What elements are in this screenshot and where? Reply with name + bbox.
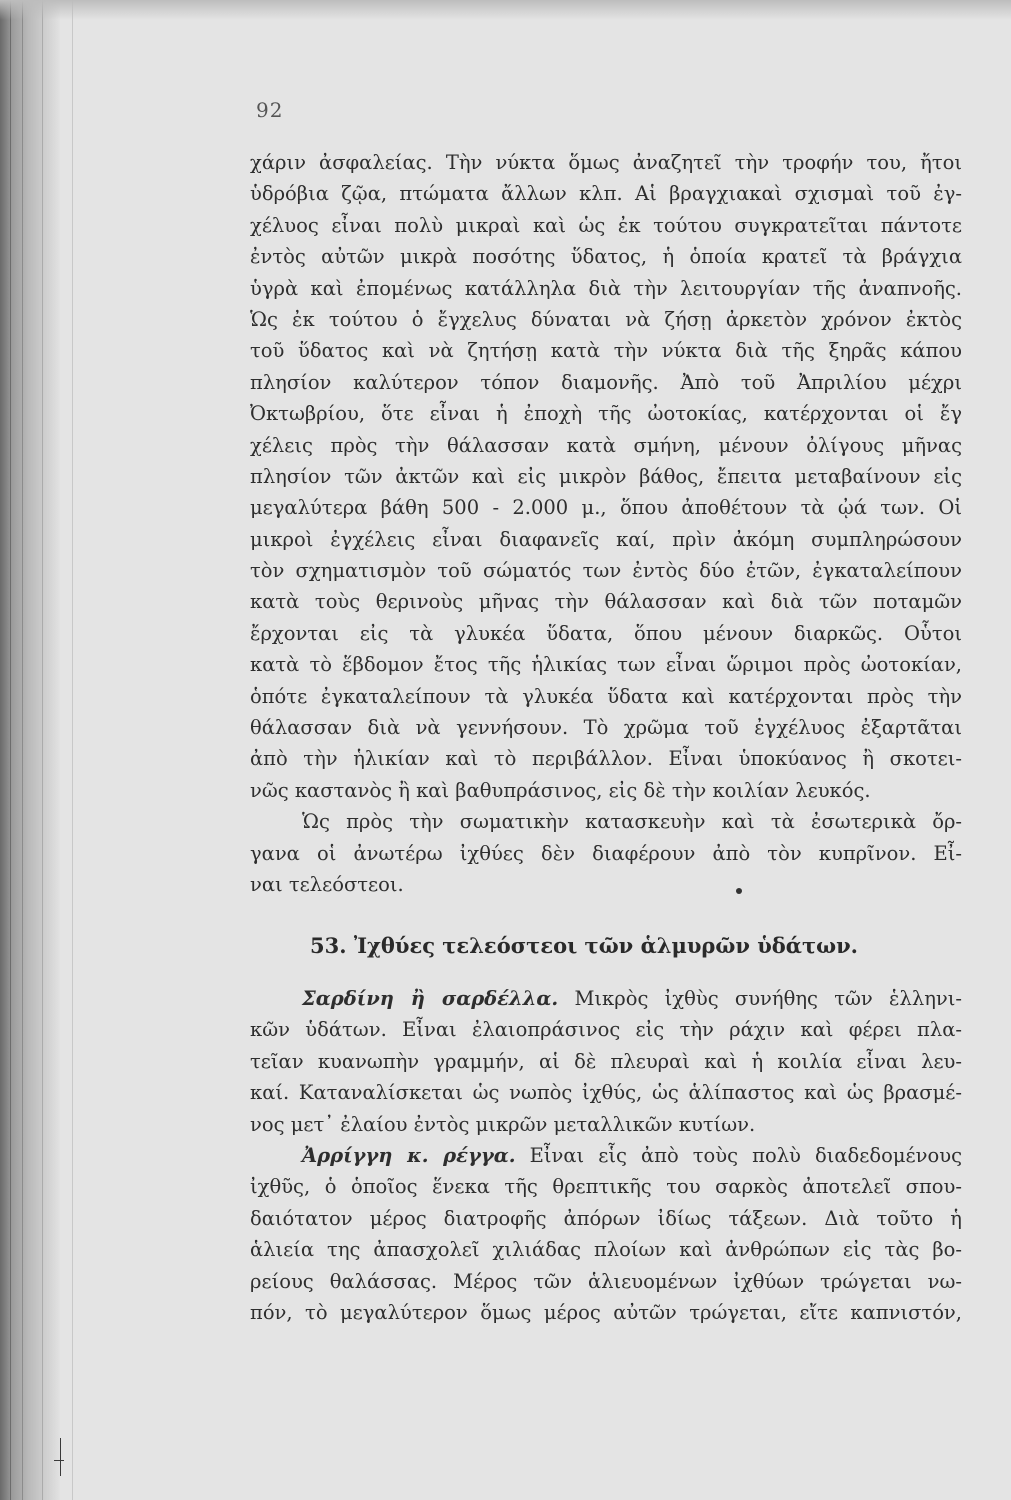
- entry-text: Μικρὸς ἰχθὺς συνήθης τῶν ἑλληνι-: [558, 987, 962, 1010]
- paragraph-eel-continued: [250, 147, 962, 806]
- entry-title: Σαρδίνη ἢ σαρδέλλα.: [302, 987, 559, 1010]
- text-line: Ὡς πρὸς τὴν σωματικὴν κατασκευὴν καὶ τὰ ἐσωτερικὰ ὄρ-: [302, 810, 962, 834]
- text-line: δαιότατον μέρος διατροφῆς ἀπόρων ἰδίως τάξεων. Διὰ τοῦτο ἡ: [250, 1206, 962, 1230]
- text-line: ναι τελεόστεοι.: [250, 872, 404, 896]
- text-line: ὑγρὰ καὶ ἐπομένως κατάλληλα διὰ τὴν λειτουργίαν τῆς ἀναπνοῆς.: [250, 276, 962, 300]
- page-gutter-shadow: [0, 0, 60, 1500]
- text-line: μεγαλύτερα βάθη 500 - 2.000 μ., ὅπου ἀποθέτουν τὰ ᾠά των. Οἱ: [250, 496, 962, 520]
- gutter-line: [72, 0, 73, 1500]
- entry-title: Ἀρρίγγη κ. ρέγγα.: [302, 1143, 516, 1167]
- text-line: ἐντὸς αὐτῶν μικρὰ ποσότης ὕδατος, ἡ ὁποία κρατεῖ τὰ βράγχια: [250, 245, 962, 269]
- text-line: ἔρχονται εἰς τὰ γλυκέα ὕδατα, ὅπου μένουν διαρκῶς. Οὗτοι: [250, 621, 962, 645]
- text-line: πλησίον καλύτερον τόπον διαμονῆς. Ἀπὸ τοῦ Ἀπριλίου μέχρι: [250, 370, 962, 394]
- gutter-line: [42, 0, 43, 1500]
- text-line: τοῦ ὕδατος καὶ νὰ ζητήσῃ κατὰ τὴν νύκτα διὰ τῆς ξηρᾶς κάπου: [250, 339, 962, 363]
- text-line: τεῖαν κυανωπὴν γραμμήν, αἱ δὲ πλευραὶ καὶ ἡ κοιλία εἶναι λευ-: [250, 1049, 962, 1073]
- text-line: νος μετ᾽ ἐλαίου ἐντὸς μικρῶν μεταλλικῶν κυτίων.: [250, 1112, 756, 1136]
- text-line: τὸν σχηματισμὸν τοῦ σώματός των ἐντὸς δύο ἐτῶν, ἐγκαταλείπουν: [250, 559, 962, 583]
- text-line: ἁλιεία της ἀπασχολεῖ χιλιάδας πλοίων καὶ ἀνθρώπων εἰς τὰς βο-: [250, 1238, 962, 1262]
- text-line: κατὰ τὸ ἕβδομον ἔτος τῆς ἡλικίας των εἶναι ὥριμοι πρὸς ὠοτοκίαν,: [250, 653, 962, 677]
- text-line: κῶν ὑδάτων. Εἶναι ἐλαιοπράσινος εἰς τὴν ράχιν καὶ φέρει πλα-: [250, 1018, 962, 1042]
- body-text-lower: [250, 983, 962, 1328]
- text-line: πλησίον τῶν ἀκτῶν καὶ εἰς μικρὸν βάθος, ἔπειτα μεταβαίνουν εἰς: [250, 464, 962, 488]
- text-line: θάλασσαν διὰ νὰ γεννήσουν. Τὸ χρῶμα τοῦ ἐγχέλυος ἐξαρτᾶται: [250, 716, 962, 740]
- text-line: πόν, τὸ μεγαλύτερον ὅμως μέρος αὐτῶν τρώγεται, εἴτε καπνιστόν,: [250, 1300, 962, 1324]
- text-line: ὁπότε ἐγκαταλείπουν τὰ γλυκέα ὕδατα καὶ κατέρχονται πρὸς τὴν: [250, 684, 962, 708]
- gutter-line: [10, 0, 11, 1500]
- page-number: 92: [256, 98, 284, 122]
- text-line: χάριν ἀσφαλείας. Τὴν νύκτα ὅμως ἀναζητεῖ τὴν τροφήν του, ἤτοι: [250, 151, 962, 174]
- text-line: χέλυος εἶναι πολὺ μικραὶ καὶ ὡς ἐκ τούτου συγκρατεῖται πάντοτε: [250, 213, 962, 237]
- entry-text: Εἶναι εἷς ἀπὸ τοὺς πολὺ διαδεδομένους: [515, 1143, 962, 1167]
- text-line: ἀπὸ τὴν ἡλικίαν καὶ τὸ περιβάλλον. Εἶναι ὑποκύανος ἢ σκοτει-: [250, 747, 962, 771]
- text-line: Ὡς ἐκ τούτου ὁ ἔγχελυς δύναται νὰ ζήσῃ ἀρκετὸν χρόνον ἐκτὸς: [250, 307, 962, 331]
- text-line: [250, 983, 962, 1014]
- section-heading: 53. Ἰχθύες τελεόστεοι τῶν ἁλμυρῶν ὑδάτων.: [310, 933, 858, 958]
- text-line: [250, 1140, 962, 1171]
- paragraph-sardine: [250, 983, 962, 1140]
- body-text-upper: [250, 147, 962, 900]
- margin-mark: [60, 1438, 61, 1476]
- text-line: μικροὶ ἐγχέλεις εἶναι διαφανεῖς καί, πρὶν ἀκόμη συμπληρώσουν: [250, 527, 962, 551]
- paragraph-eel-anatomy: [250, 806, 962, 900]
- text-line: ὑδρόβια ζῷα, πτώματα ἄλλων κλπ. Αἱ βραγχιακαὶ σχισμαὶ τοῦ ἐγ-: [250, 182, 962, 206]
- text-line: καί. Καταναλίσκεται ὡς νωπὸς ἰχθύς, ὡς ἁλίπαστος καὶ ὡς βρασμέ-: [250, 1081, 962, 1105]
- text-line: ρείους θαλάσσας. Μέρος τῶν ἁλιευομένων ἰχθύων τρώγεται νω-: [250, 1269, 962, 1293]
- text-line: νῶς καστανὸς ἢ καὶ βαθυπράσινος, εἰς δὲ τὴν κοιλίαν λευκός.: [250, 778, 871, 802]
- text-line: κατὰ τοὺς θερινοὺς μῆνας τὴν θάλασσαν καὶ διὰ τῶν ποταμῶν: [250, 590, 962, 614]
- text-line: χέλεις πρὸς τὴν θάλασσαν κατὰ σμήνη, μένουν ὀλίγους μῆνας: [250, 433, 962, 457]
- gutter-line: [22, 0, 23, 1500]
- text-line: Ὀκτωβρίου, ὅτε εἶναι ἡ ἐποχὴ τῆς ὠοτοκίας, κατέρχονται οἱ ἔγ: [250, 402, 962, 426]
- text-line: ἰχθῦς, ὁ ὁποῖος ἕνεκα τῆς θρεπτικῆς του σαρκὸς ἀποτελεῖ σπου-: [250, 1175, 962, 1199]
- top-edge-shade: [0, 0, 1011, 20]
- ink-dot: [736, 888, 742, 894]
- text-line: γανα οἱ ἀνωτέρω ἰχθύες δὲν διαφέρουν ἀπὸ τὸν κυπρῖνον. Εἶ-: [250, 841, 962, 865]
- paragraph-herring: [250, 1140, 962, 1328]
